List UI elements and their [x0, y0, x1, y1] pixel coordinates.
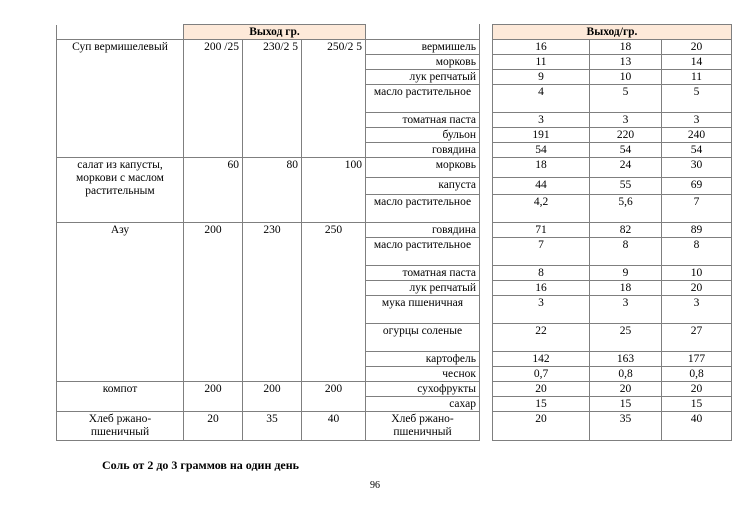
dish-output: 230/2 5 [243, 40, 302, 158]
output-header-right: Выход/гр. [493, 25, 732, 40]
ingredient-qty: 0,8 [590, 367, 662, 382]
ingredient-qty: 22 [493, 324, 590, 352]
dish-name: компот [57, 382, 184, 412]
ingredient-name: капуста [366, 178, 480, 195]
ingredient-name: сухофрукты [366, 382, 480, 397]
ingredient-qty: 54 [493, 143, 590, 158]
ingredient-qty: 177 [662, 352, 732, 367]
ingredient-qty: 15 [662, 397, 732, 412]
dish-output: 35 [243, 412, 302, 441]
ingredient-qty: 240 [662, 128, 732, 143]
ingredient-qty: 4,2 [493, 195, 590, 223]
ingredient-qty: 44 [493, 178, 590, 195]
ingredient-qty: 8 [493, 266, 590, 281]
ingredient-qty: 18 [590, 40, 662, 55]
ingredient-qty: 13 [590, 55, 662, 70]
ingredient-name: лук репчатый [366, 70, 480, 85]
dish-output: 40 [302, 412, 366, 441]
ingredient-qty: 3 [493, 113, 590, 128]
ingredient-name: масло растительное [366, 195, 480, 223]
ingredient-qty: 142 [493, 352, 590, 367]
ingredient-qty: 5,6 [590, 195, 662, 223]
dish-output: 200 [302, 382, 366, 412]
dish-output: 80 [243, 158, 302, 223]
ingredient-qty: 18 [590, 281, 662, 296]
ingredient-qty: 27 [662, 324, 732, 352]
ingredient-name: картофель [366, 352, 480, 367]
ingredient-qty: 20 [662, 40, 732, 55]
ingredient-qty: 16 [493, 281, 590, 296]
ingredient-qty: 71 [493, 223, 590, 238]
ingredient-qty: 82 [590, 223, 662, 238]
ingredient-name: томатная паста [366, 113, 480, 128]
ingredient-name: масло растительное [366, 238, 480, 266]
ingredient-qty: 163 [590, 352, 662, 367]
ingredient-qty: 10 [590, 70, 662, 85]
ingredient-qty: 24 [590, 158, 662, 178]
ingredient-qty: 3 [662, 113, 732, 128]
dish-output: 100 [302, 158, 366, 223]
ingredient-qty: 15 [590, 397, 662, 412]
header-blank-left [57, 25, 184, 40]
ingredient-qty: 35 [590, 412, 662, 441]
ingredient-name: чеснок [366, 367, 480, 382]
dish-name: Азу [57, 223, 184, 382]
ingredient-qty: 4 [493, 85, 590, 113]
ingredient-qty: 8 [590, 238, 662, 266]
column-gap [480, 25, 493, 441]
ingredient-name: сахар [366, 397, 480, 412]
ingredient-qty: 0,7 [493, 367, 590, 382]
ingredient-qty: 11 [493, 55, 590, 70]
ingredient-qty: 20 [493, 382, 590, 397]
ingredient-qty: 220 [590, 128, 662, 143]
ingredient-qty: 18 [493, 158, 590, 178]
dish-output: 200 [243, 382, 302, 412]
ingredient-qty: 10 [662, 266, 732, 281]
ingredient-qty: 20 [662, 382, 732, 397]
page-number: 96 [370, 480, 380, 491]
ingredient-name: мука пшеничная [366, 296, 480, 324]
ingredient-qty: 3 [662, 296, 732, 324]
ingredient-qty: 30 [662, 158, 732, 178]
ingredient-qty: 69 [662, 178, 732, 195]
ingredient-name: говядина [366, 143, 480, 158]
dish-output: 200 [184, 382, 243, 412]
ingredient-qty: 9 [590, 266, 662, 281]
dish-output: 200 /25 [184, 40, 243, 158]
dish-output: 20 [184, 412, 243, 441]
dish-output: 250/2 5 [302, 40, 366, 158]
ingredient-qty: 11 [662, 70, 732, 85]
ingredient-qty: 54 [662, 143, 732, 158]
ingredient-name: томатная паста [366, 266, 480, 281]
ingredient-qty: 191 [493, 128, 590, 143]
ingredient-qty: 20 [493, 412, 590, 441]
ingredient-qty: 14 [662, 55, 732, 70]
ingredient-name: бульон [366, 128, 480, 143]
dish-name: Хлеб ржано-пшеничный [57, 412, 184, 441]
ingredient-name: морковь [366, 158, 480, 178]
ingredient-qty: 20 [662, 281, 732, 296]
ingredient-name: лук репчатый [366, 281, 480, 296]
ingredient-name: масло растительное [366, 85, 480, 113]
menu-table [56, 24, 732, 441]
ingredient-qty: 3 [493, 296, 590, 324]
ingredient-name: огурцы соленые [366, 324, 480, 352]
ingredient-name: морковь [366, 55, 480, 70]
ingredient-qty: 25 [590, 324, 662, 352]
ingredient-qty: 5 [662, 85, 732, 113]
ingredient-qty: 8 [662, 238, 732, 266]
output-header-left: Выход гр. [184, 25, 366, 40]
salt-note: Соль от 2 до 3 граммов на один день [102, 458, 300, 472]
ingredient-name: вермишель [366, 40, 480, 55]
dish-output: 230 [243, 223, 302, 382]
ingredient-qty: 20 [590, 382, 662, 397]
ingredient-qty: 55 [590, 178, 662, 195]
dish-name: Суп вермишелевый [57, 40, 184, 158]
ingredient-qty: 3 [590, 296, 662, 324]
dish-output: 60 [184, 158, 243, 223]
dish-output: 250 [302, 223, 366, 382]
dish-output: 200 [184, 223, 243, 382]
header-blank-ingredient [366, 25, 480, 40]
ingredient-qty: 15 [493, 397, 590, 412]
ingredient-qty: 0,8 [662, 367, 732, 382]
ingredient-qty: 3 [590, 113, 662, 128]
ingredient-qty: 40 [662, 412, 732, 441]
ingredient-qty: 54 [590, 143, 662, 158]
ingredient-name: говядина [366, 223, 480, 238]
ingredient-qty: 16 [493, 40, 590, 55]
ingredient-qty: 5 [590, 85, 662, 113]
ingredient-qty: 9 [493, 70, 590, 85]
ingredient-qty: 7 [493, 238, 590, 266]
ingredient-qty: 7 [662, 195, 732, 223]
ingredient-name: Хлеб ржано-пшеничный [366, 412, 480, 441]
dish-name: салат из капусты, моркови с маслом растительным [57, 158, 184, 223]
ingredient-qty: 89 [662, 223, 732, 238]
